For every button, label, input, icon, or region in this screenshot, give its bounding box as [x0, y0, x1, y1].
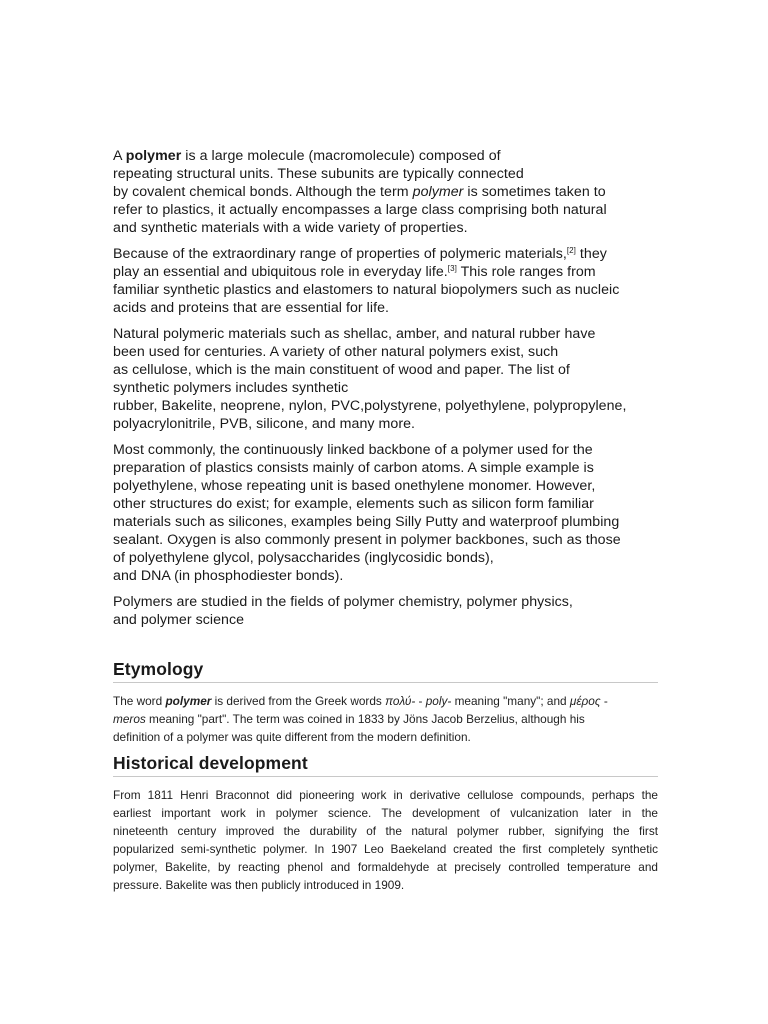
text: sealant. Oxygen is also commonly present in polymer backbones, such as those [113, 532, 621, 548]
greek-word: μέρος [569, 694, 601, 708]
history-line: pressure. Bakelite was then publicly introduced in 1909. [113, 878, 405, 892]
etymology-heading: Etymology [113, 659, 658, 683]
text: repeating structural units. These subunits are typically connected [113, 166, 524, 182]
history-line: earliest important work in polymer science. The development of vulcanization later in the [113, 806, 658, 820]
text: as cellulose, which is the main constituent of wood and paper. The list of [113, 362, 570, 378]
transliteration: poly- [425, 694, 452, 708]
intro-paragraph-1 [113, 147, 658, 237]
text: meaning "part". The term was coined in 1833 by Jöns Jacob Berzelius, although his [145, 712, 585, 726]
text: definition of a polymer was quite different from the modern definition. [113, 730, 471, 744]
history-line: nineteenth century improved the durability of the natural polymer rubber, signifying the first [113, 824, 658, 838]
polymer-term-italic: polymer [412, 184, 464, 200]
text: of polyethylene glycol, polysaccharides (inglycosidic bonds), [113, 550, 494, 566]
text: and polymer science [113, 612, 245, 628]
history-line: popularized semi-synthetic polymer. In 1907 Leo Baekeland created the first completely synthetic [113, 842, 658, 856]
greek-word: πολύ- [385, 694, 416, 708]
text: synthetic polymers includes synthetic [113, 380, 349, 396]
text: by covalent chemical bonds. Although the term [113, 184, 413, 200]
text: The word [113, 694, 166, 708]
reference-link[interactable]: [2] [566, 246, 576, 255]
text: Most commonly, the continuously linked backbone of a polymer used for the [113, 442, 593, 458]
text: materials such as silicones, examples being Silly Putty and waterproof plumbing [113, 514, 620, 530]
intro-paragraph-5 [113, 593, 658, 629]
text: This role ranges from [456, 264, 596, 280]
transliteration: meros [113, 712, 146, 726]
text: is derived from the Greek words [211, 694, 386, 708]
intro-paragraph-3 [113, 325, 658, 433]
text: polyethylene, whose repeating unit is based onethylene monomer. However, [113, 478, 596, 494]
intro-paragraph-4 [113, 441, 658, 585]
text: is sometimes taken to [463, 184, 606, 200]
text: refer to plastics, it actually encompasses a large class comprising both natural [113, 202, 607, 218]
text: A [113, 148, 126, 164]
article-body [113, 147, 658, 894]
intro-paragraph-2 [113, 245, 658, 317]
text: and DNA (in phosphodiester bonds). [113, 568, 344, 584]
text: rubber, Bakelite, neoprene, nylon, PVC,polystyrene, polyethylene, polypropylene, [113, 398, 627, 414]
text: - [600, 694, 608, 708]
text: and synthetic materials with a wide variety of properties. [113, 220, 468, 236]
intro-section [113, 147, 658, 629]
text: meaning "many"; and [451, 694, 570, 708]
etymology-paragraph [113, 692, 658, 746]
text: they [575, 246, 607, 262]
reference-link[interactable]: [3] [447, 264, 457, 273]
history-line: polymer, Bakelite, by reacting phenol and formaldehyde at precisely controlled temperature and [113, 860, 658, 874]
text: polyacrylonitrile, PVB, silicone, and many more. [113, 416, 416, 432]
history-paragraph [113, 786, 658, 894]
text: been used for centuries. A variety of other natural polymers exist, such [113, 344, 559, 360]
polymer-term: polymer [125, 148, 182, 164]
text: Because of the extraordinary range of properties of polymeric materials, [113, 246, 567, 262]
history-line: From 1811 Henri Braconnot did pioneering work in derivative cellulose compounds, perhaps the [113, 788, 658, 802]
polymer-term: polymer [165, 694, 212, 708]
text: other structures do exist; for example, elements such as silicon form familiar [113, 496, 594, 512]
text: is a large molecule (macromolecule) composed of [181, 148, 501, 164]
text: Natural polymeric materials such as shellac, amber, and natural rubber have [113, 326, 596, 342]
text: - [415, 694, 426, 708]
text: familiar synthetic plastics and elastomers to natural biopolymers such as nucleic [113, 282, 620, 298]
text: Polymers are studied in the fields of polymer chemistry, polymer physics, [113, 594, 573, 610]
text: acids and proteins that are essential for life. [113, 300, 390, 316]
text: play an essential and ubiquitous role in everyday life. [113, 264, 448, 280]
text: preparation of plastics consists mainly of carbon atoms. A simple example is [113, 460, 594, 476]
history-heading: Historical development [113, 753, 658, 777]
